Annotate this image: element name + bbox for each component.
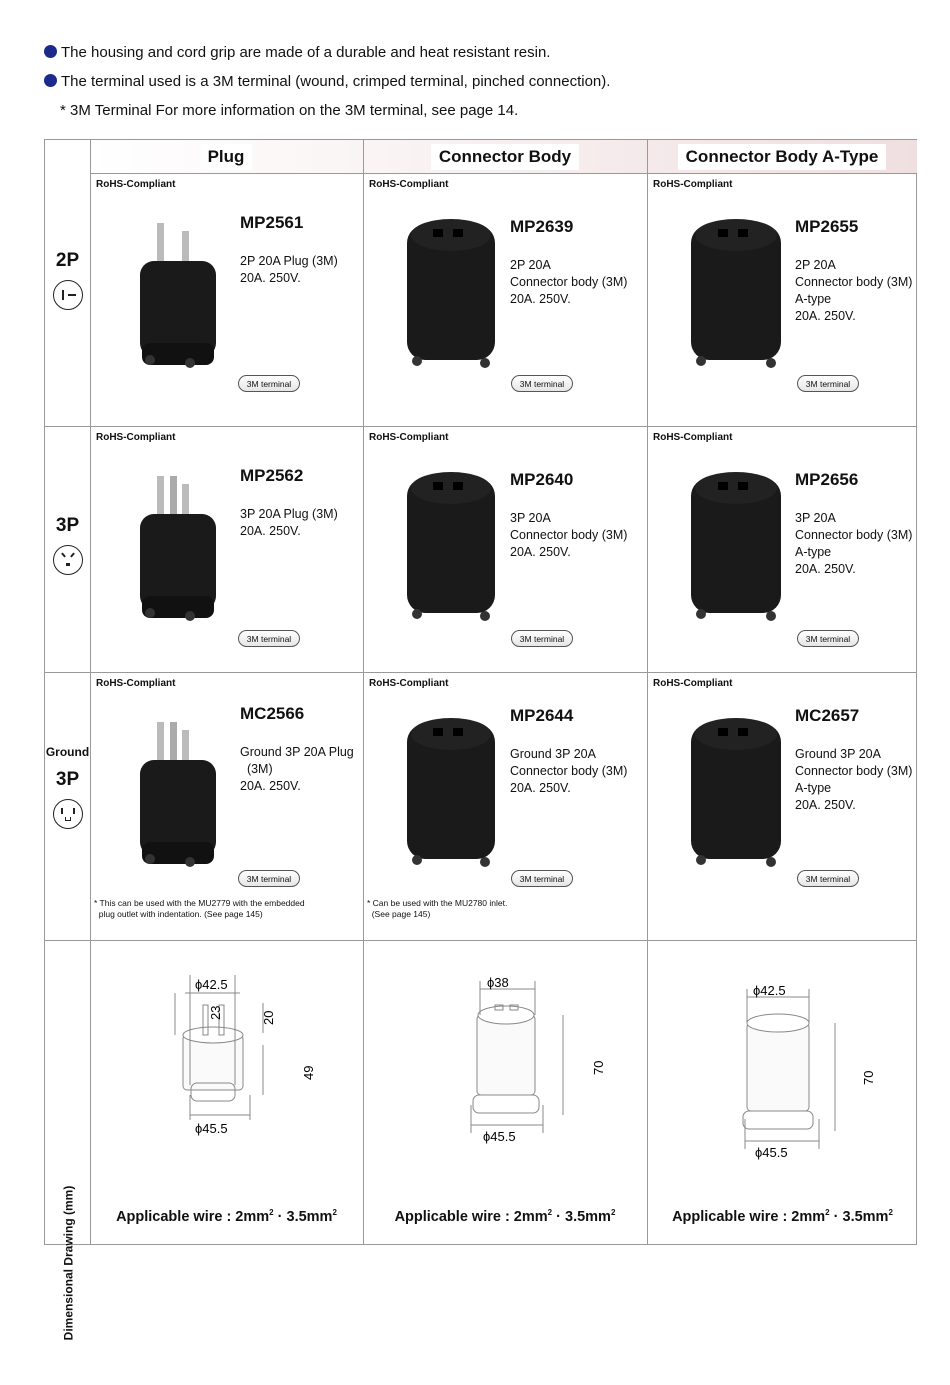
product-photo (403, 712, 513, 872)
model-number: MP2655 (795, 217, 859, 236)
model-number: MC2566 (240, 704, 305, 723)
product-photo (403, 466, 513, 626)
product-cell (647, 173, 918, 426)
rohs-label: RoHS-Compliant (96, 432, 176, 443)
product-photo (687, 466, 797, 626)
ground-3p-outlet-symbol-icon (53, 799, 83, 829)
product-description: Ground 3P 20A Connector body (3M) A-type 20A. 250V. (795, 747, 913, 812)
3m-terminal-badge: 3M terminal (797, 630, 859, 647)
product-description: 2P 20A Connector body (3M) A-type 20A. 250V. (795, 258, 913, 323)
plug-dimension-drawing (145, 975, 345, 1175)
3m-terminal-badge: 3M terminal (511, 630, 573, 647)
rohs-label: RoHS-Compliant (369, 179, 449, 190)
product-description: 3P 20A Connector body (3M) A-type 20A. 250V. (795, 511, 913, 576)
3m-terminal-badge: 3M terminal (797, 870, 859, 887)
product-cell (90, 173, 363, 426)
product-photo (132, 213, 242, 373)
bullet-dot-icon (44, 74, 57, 87)
atype-dimension-drawing (735, 985, 895, 1185)
product-cell (647, 672, 918, 940)
model-number: MP2640 (510, 470, 574, 489)
product-photo (132, 712, 242, 872)
plug-pin-length: 20 (261, 1010, 276, 1025)
3p-outlet-symbol-icon (53, 545, 83, 575)
row-label-3p: 3P (45, 515, 90, 575)
product-cell (90, 426, 363, 672)
product-photo (403, 213, 513, 373)
3m-terminal-badge: 3M terminal (511, 870, 573, 887)
model-number: MC2657 (795, 706, 860, 725)
wire-spec-atype: Applicable wire : $2mm^2 \cdot 3.5mm^2$ (672, 1208, 893, 1225)
rohs-label: RoHS-Compliant (653, 432, 733, 443)
atype-height: 70 (861, 1070, 876, 1085)
3m-terminal-badge: 3M terminal (238, 375, 300, 392)
product-description: 3P 20A Plug (3M) 20A. 250V. (240, 507, 338, 538)
product-description: 2P 20A Plug (3M) 20A. 250V. (240, 254, 338, 285)
rohs-label: RoHS-Compliant (653, 678, 733, 689)
product-photo (687, 712, 797, 872)
header-connector-body: Connector Body (363, 140, 647, 173)
connector-dimension-drawing (455, 975, 615, 1175)
rohs-label: RoHS-Compliant (369, 432, 449, 443)
wire-spec-connector: Applicable wire : $2mm^2 \cdot 3.5mm^2$ (394, 1208, 616, 1225)
product-description: 3P 20A Connector body (3M) 20A. 250V. (510, 511, 628, 559)
2p-outlet-symbol-icon (53, 280, 83, 310)
product-photo (687, 213, 797, 373)
product-description: 2P 20A Connector body (3M) 20A. 250V. (510, 258, 628, 306)
connector-bottom-diameter: ϕ45.5 (483, 1129, 516, 1144)
3m-terminal-badge: 3M terminal (797, 375, 859, 392)
dimensional-drawing-label: Dimensional Drawing (mm) (61, 1185, 75, 1340)
product-cell (90, 672, 363, 940)
product-cell (363, 173, 647, 426)
plug-bottom-diameter: ϕ45.5 (195, 1121, 228, 1136)
row-label-2p: 2P (45, 250, 90, 310)
product-cell (363, 672, 647, 940)
model-number: MP2656 (795, 470, 859, 489)
rohs-label: RoHS-Compliant (96, 179, 176, 190)
rohs-label: RoHS-Compliant (96, 678, 176, 689)
3m-terminal-badge: 3M terminal (238, 630, 300, 647)
wire-spec-plug: Applicable wire : $2mm^2 \cdot 3.5mm^2$ (116, 1208, 337, 1225)
rohs-label: RoHS-Compliant (369, 678, 449, 689)
header-connector-atype: Connector Body A-Type (647, 140, 917, 173)
rohs-label: RoHS-Compliant (653, 179, 733, 190)
bullet-dot-icon (44, 45, 57, 58)
3m-terminal-badge: 3M terminal (238, 870, 300, 887)
header-plug: Plug (90, 140, 362, 173)
product-cell (363, 426, 647, 672)
connector-top-diameter: ϕ38 (487, 975, 509, 990)
plug-top-diameter: ϕ42.5 (195, 977, 228, 992)
connector-height: 70 (591, 1060, 606, 1075)
product-table (44, 139, 917, 1340)
product-description: Ground 3P 20A Plug (3M) 20A. 250V. (240, 745, 354, 793)
bullet-1: The housing and cord grip are made of a durable and heat resistant resin. (44, 38, 610, 67)
feature-list (44, 38, 610, 125)
bullet-2: The terminal used is a 3M terminal (wound, crimped terminal, pinched connection). (44, 67, 610, 96)
connector-footnote: * Can be used with the MU2780 inlet. (See page 145) (367, 898, 508, 919)
plug-left-dim: 23 (208, 1005, 223, 1020)
product-description: Ground 3P 20A Connector body (3M) 20A. 250V. (510, 747, 628, 795)
plug-footnote: * This can be used with the MU2779 with the embedded plug outlet with indentation. (See page 145) (94, 898, 305, 919)
product-cell (647, 426, 918, 672)
row-label-ground-3p: Ground 3P (45, 745, 90, 829)
plug-body-height: 49 (301, 1065, 316, 1080)
atype-top-diameter: ϕ42.5 (753, 985, 786, 998)
product-photo (132, 466, 242, 626)
terminal-note: * 3M Terminal For more information on the 3M terminal, see page 14. (60, 102, 519, 119)
3m-terminal-badge: 3M terminal (511, 375, 573, 392)
model-number: MP2561 (240, 213, 304, 232)
model-number: MP2562 (240, 466, 304, 485)
model-number: MP2639 (510, 217, 574, 236)
model-number: MP2644 (510, 706, 574, 725)
atype-bottom-diameter: ϕ45.5 (755, 1145, 788, 1160)
